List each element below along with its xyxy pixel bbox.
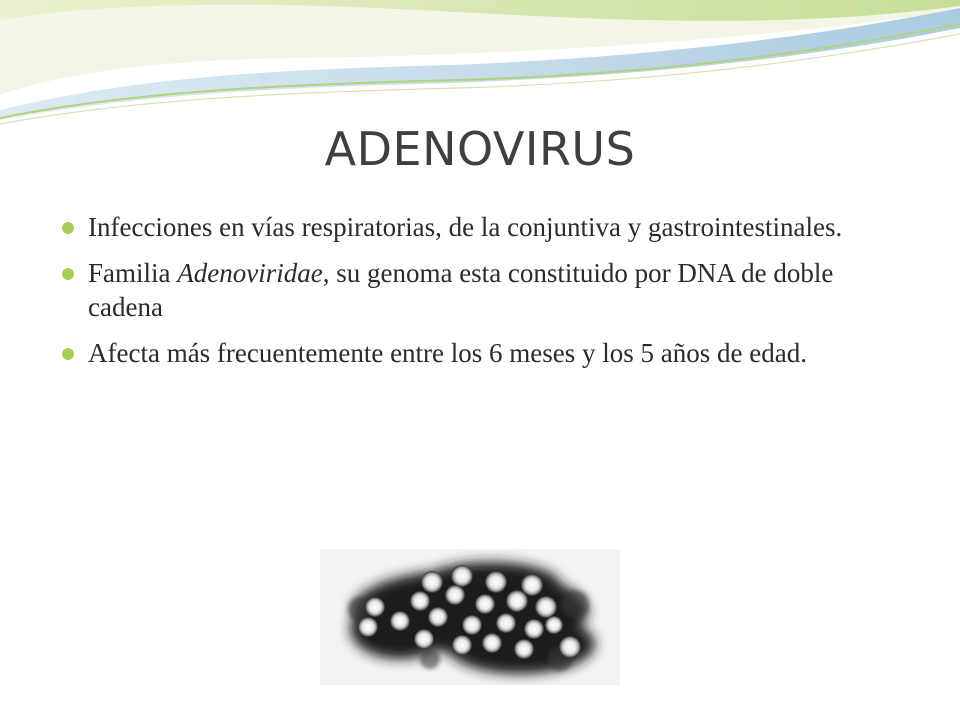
bullet-text-after: , su genoma esta constituido por DNA de doble cadena (88, 258, 834, 322)
bullet-text-italic: Adenoviridae (177, 258, 323, 288)
bullet-text-before: Familia (88, 258, 178, 288)
bullet-item (60, 256, 890, 324)
adenovirus-micrograph-image (320, 549, 620, 685)
bullet-text: Afecta más frecuentemente entre los 6 meses y los 5 años de edad. (88, 338, 807, 368)
bullet-dot-icon (62, 222, 74, 234)
bullet-dot-icon (62, 268, 74, 280)
slide-title: ADENOVIRUS (324, 122, 636, 176)
bullet-item (60, 336, 890, 370)
header-wave-decoration (0, 0, 960, 140)
bullet-list (60, 210, 890, 382)
bullet-dot-icon (62, 348, 74, 360)
bullet-text: Infecciones en vías respiratorias, de la conjuntiva y gastrointestinales. (88, 212, 843, 242)
bullet-item (60, 210, 890, 244)
